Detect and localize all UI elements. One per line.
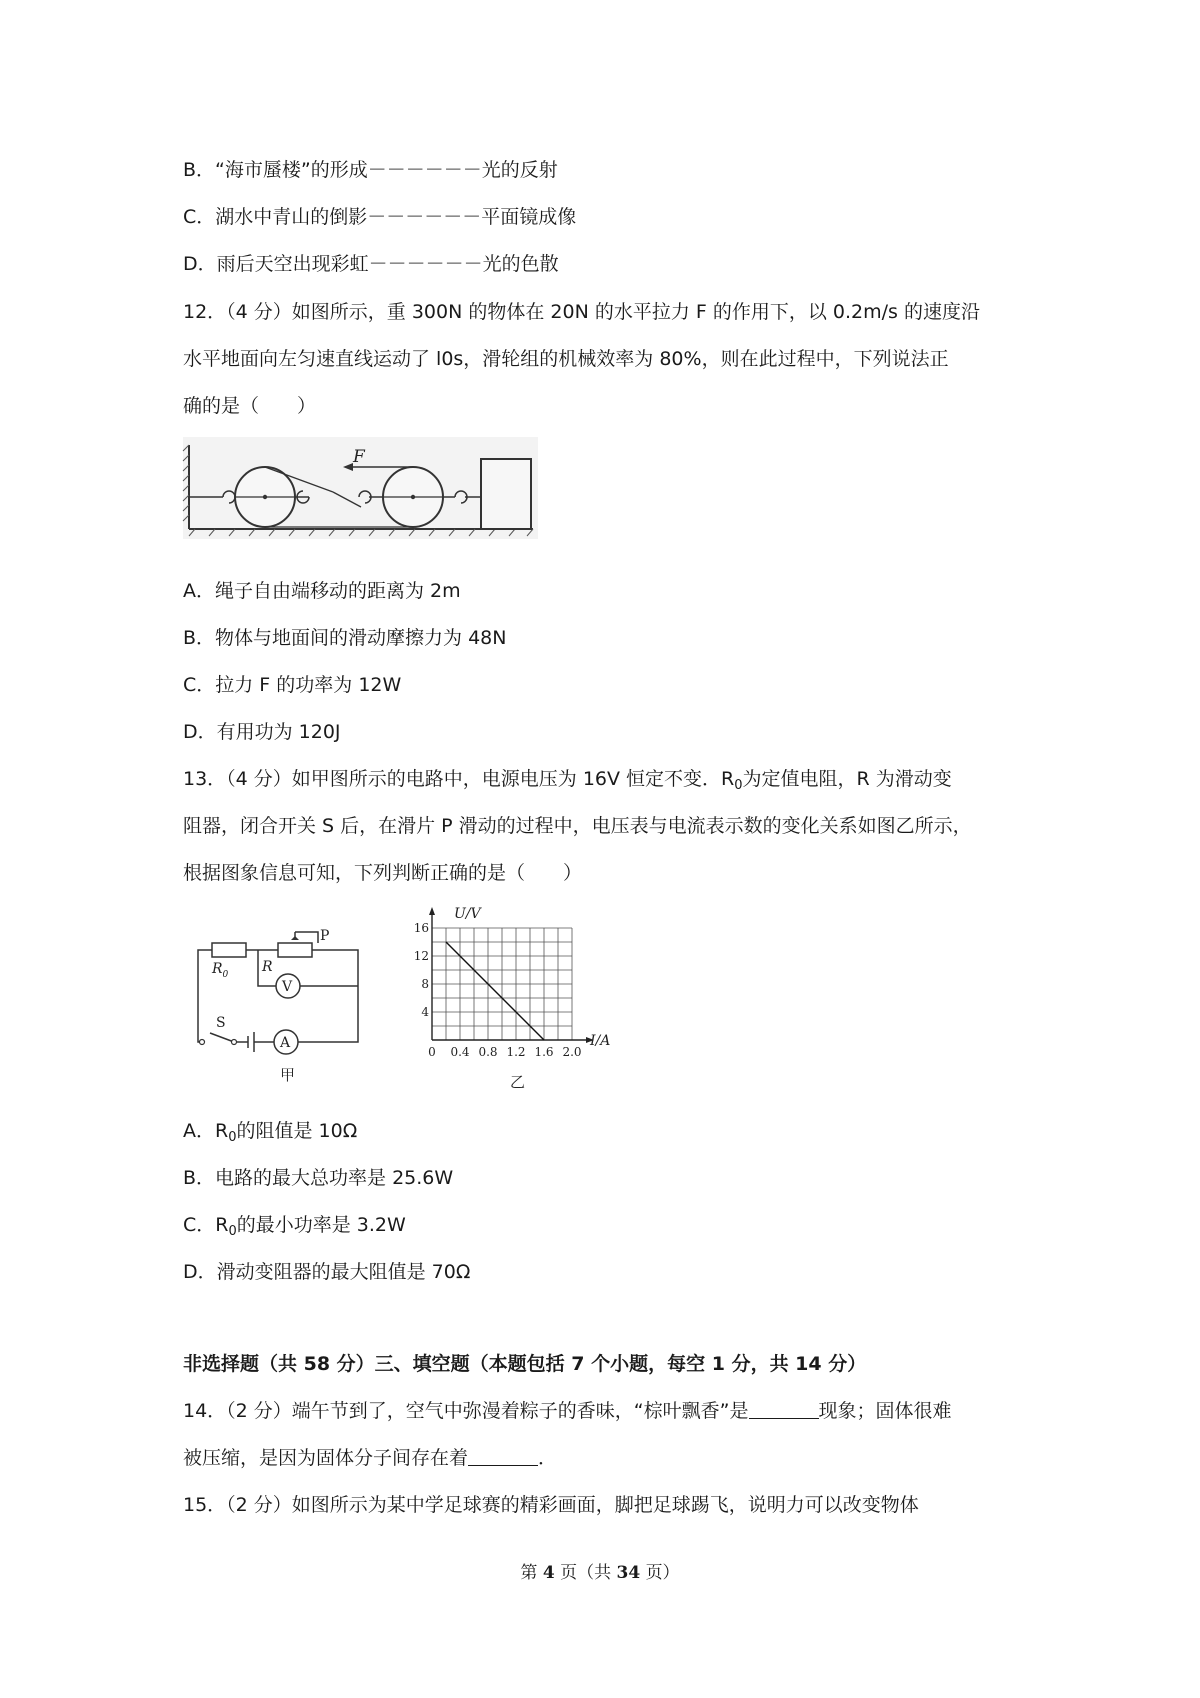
q13-stem-line2: 阻器，闭合开关 S 后，在滑片 P 滑动的过程中，电压表与电流表示数的变化关系如图乙所示， <box>183 815 972 837</box>
x-tick-label: 0.8 <box>478 1045 498 1059</box>
voltmeter-label: V <box>282 979 293 995</box>
force-f-label: F <box>353 447 365 467</box>
page-number: 4 <box>542 1563 555 1583</box>
u-i-graph <box>413 905 618 1095</box>
y-tick-label: 16 <box>413 921 429 935</box>
q13-option-b: B．电路的最大总功率是 25.6W <box>183 1167 454 1189</box>
q14-line1: 14．（2 分）端午节到了，空气中弥漫着粽子的香味，“棕叶飘香”是 现象；固体很难 <box>183 1400 952 1422</box>
x-tick-label: 0.4 <box>450 1045 470 1059</box>
r-label: R <box>262 959 273 975</box>
x-tick-label: 2.0 <box>562 1045 582 1059</box>
p-label: P <box>320 928 330 944</box>
q11-option-d: D．雨后天空出现彩虹－－－－－－光的色散 <box>183 253 559 275</box>
section-heading: 非选择题（共 58 分）三、填空题（本题包括 7 个小题，每空 1 分，共 14 分） <box>183 1353 867 1375</box>
page-total: 34 <box>616 1563 641 1583</box>
page-footer: 第 4 页（共 34 页） <box>520 1563 680 1583</box>
circuit-caption: 甲 <box>280 1066 296 1084</box>
pulley-system-figure <box>183 437 538 539</box>
q13-option-c: C．$R_0$的最小功率是 3.2W <box>183 1214 406 1239</box>
switch-label: S <box>216 1015 226 1031</box>
ammeter-label: A <box>280 1035 291 1051</box>
q12-option-c: C．拉力 F 的功率为 12W <box>183 674 402 696</box>
q13-option-d: D．滑动变阻器的最大阻值是 70Ω <box>183 1261 471 1283</box>
x-tick-label: 1.2 <box>506 1045 526 1059</box>
q14-blank-1[interactable] <box>749 1400 819 1419</box>
x-tick-label: 1.6 <box>534 1045 554 1059</box>
q13-option-a: A．$R_0$的阻值是 10Ω <box>183 1120 358 1145</box>
y-tick-label: 8 <box>421 977 429 991</box>
q15-line1: 15．（2 分）如图所示为某中学足球赛的精彩画面，脚把足球踢飞，说明力可以改变物体 <box>183 1494 919 1516</box>
y-axis-label: U/V <box>454 906 481 922</box>
q14-blank-2[interactable] <box>468 1447 538 1466</box>
q11-option-c: C．湖水中青山的倒影－－－－－－平面镜成像 <box>183 206 577 228</box>
y-tick-label: 4 <box>421 1005 429 1019</box>
r0-label: $R_0$ <box>212 961 229 980</box>
q12-option-d: D．有用功为 120J <box>183 721 341 743</box>
q14-line2: 被压缩，是因为固体分子间存在着 ． <box>183 1447 558 1469</box>
x-axis-label: I/A <box>590 1033 611 1049</box>
q12-option-a: A．绳子自由端移动的距离为 2m <box>183 580 461 602</box>
graph-caption: 乙 <box>510 1073 526 1091</box>
q12-stem-line1: 12．（4 分）如图所示，重 300N 的物体在 20N 的水平拉力 F 的作用下，以 0.2m/s 的速度沿 <box>183 301 980 323</box>
circuit-diagram <box>188 922 373 1090</box>
q12-stem-line3: 确的是（ ） <box>183 395 317 417</box>
q12-stem-line2: 水平地面向左匀速直线运动了 l0s，滑轮组的机械效率为 80%，则在此过程中，下列说法正 <box>183 348 949 370</box>
q11-option-b: B．“海市蜃楼”的形成－－－－－－光的反射 <box>183 159 558 181</box>
x-tick-label: 0 <box>428 1045 436 1059</box>
y-tick-label: 12 <box>413 949 429 963</box>
q13-stem-line3: 根据图象信息可知，下列判断正确的是（ ） <box>183 862 583 884</box>
q12-option-b: B．物体与地面间的滑动摩擦力为 48N <box>183 627 507 649</box>
q13-stem-line1: 13．（4 分）如甲图所示的电路中，电源电压为 16V 恒定不变．$R_0$为定值电阻，R 为滑动变 <box>183 768 952 793</box>
